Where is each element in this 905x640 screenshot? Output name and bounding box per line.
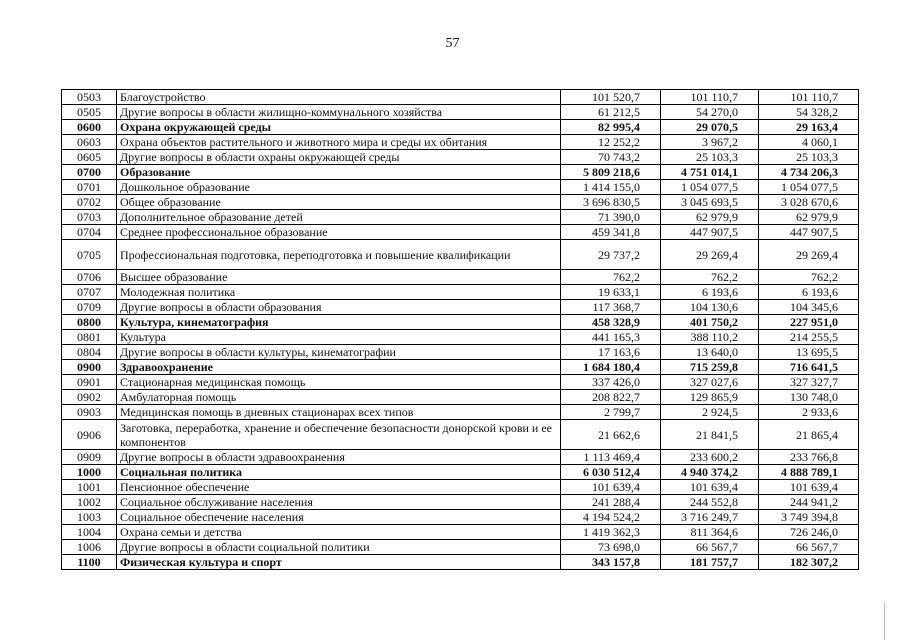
row-name: Образование: [117, 165, 561, 180]
row-name: Высшее образование: [117, 270, 561, 285]
row-name: Другие вопросы в области охраны окружающей среды: [117, 150, 561, 165]
row-value-3: 762,2: [759, 270, 859, 285]
row-value-3: 4 888 789,1: [759, 465, 859, 480]
row-value-3: 214 255,5: [759, 330, 859, 345]
row-code: 0804: [62, 345, 117, 360]
row-value-3: 101 639,4: [759, 480, 859, 495]
row-code: 0603: [62, 135, 117, 150]
table-row: [62, 405, 859, 420]
table-row: [62, 90, 859, 105]
row-value-3: 13 695,5: [759, 345, 859, 360]
row-code: 0901: [62, 375, 117, 390]
row-code: 0700: [62, 165, 117, 180]
row-value-2: 13 640,0: [661, 345, 759, 360]
row-value-2: 25 103,3: [661, 150, 759, 165]
row-value-1: 208 822,7: [561, 390, 661, 405]
row-value-2: 715 259,8: [661, 360, 759, 375]
row-value-1: 73 698,0: [561, 540, 661, 555]
row-value-3: 29 163,4: [759, 120, 859, 135]
row-value-1: 5 809 218,6: [561, 165, 661, 180]
row-value-1: 1 684 180,4: [561, 360, 661, 375]
row-value-3: 1 054 077,5: [759, 180, 859, 195]
row-value-3: 54 328,2: [759, 105, 859, 120]
row-value-2: 3 045 693,5: [661, 195, 759, 210]
row-code: 0800: [62, 315, 117, 330]
row-name: Среднее профессиональное образование: [117, 225, 561, 240]
row-value-3: 244 941,2: [759, 495, 859, 510]
table-row: [62, 480, 859, 495]
row-code: 0707: [62, 285, 117, 300]
page-number: 57: [445, 36, 460, 51]
row-value-3: 62 979,9: [759, 210, 859, 225]
table-row: [62, 345, 859, 360]
row-code: 1002: [62, 495, 117, 510]
row-value-1: 1 414 155,0: [561, 180, 661, 195]
row-name: Социальная политика: [117, 465, 561, 480]
row-value-2: 66 567,7: [661, 540, 759, 555]
table-row: [62, 360, 859, 375]
row-code: 0906: [62, 420, 117, 450]
row-code: 1001: [62, 480, 117, 495]
row-name: Культура, кинематография: [117, 315, 561, 330]
row-code: 1004: [62, 525, 117, 540]
row-value-2: 6 193,6: [661, 285, 759, 300]
row-value-2: 3 967,2: [661, 135, 759, 150]
row-value-3: 66 567,7: [759, 540, 859, 555]
row-name: Другие вопросы в области социальной политики: [117, 540, 561, 555]
row-value-3: 726 246,0: [759, 525, 859, 540]
table-row: [62, 165, 859, 180]
row-code: 0702: [62, 195, 117, 210]
row-name: Общее образование: [117, 195, 561, 210]
row-value-3: 4 060,1: [759, 135, 859, 150]
table-row: [62, 225, 859, 240]
table-row: [62, 330, 859, 345]
row-value-1: 61 212,5: [561, 105, 661, 120]
row-code: 0900: [62, 360, 117, 375]
row-code: 0701: [62, 180, 117, 195]
row-value-2: 101 110,7: [661, 90, 759, 105]
row-name: Охрана семьи и детства: [117, 525, 561, 540]
row-value-3: 3 028 670,6: [759, 195, 859, 210]
table-row: [62, 120, 859, 135]
row-name: Амбулаторная помощь: [117, 390, 561, 405]
row-name: Социальное обслуживание населения: [117, 495, 561, 510]
table-row: [62, 300, 859, 315]
row-value-3: 101 110,7: [759, 90, 859, 105]
row-code: 1100: [62, 555, 117, 570]
row-name: Благоустройство: [117, 90, 561, 105]
row-value-1: 441 165,3: [561, 330, 661, 345]
row-value-2: 388 110,2: [661, 330, 759, 345]
table-row: [62, 510, 859, 525]
row-code: 0801: [62, 330, 117, 345]
row-name: Другие вопросы в области здравоохранения: [117, 450, 561, 465]
row-value-2: 29 070,5: [661, 120, 759, 135]
row-name: Культура: [117, 330, 561, 345]
row-code: 0902: [62, 390, 117, 405]
table-row: [62, 450, 859, 465]
row-value-1: 1 419 362,3: [561, 525, 661, 540]
row-value-3: 130 748,0: [759, 390, 859, 405]
margin-line: [884, 602, 885, 640]
row-value-2: 401 750,2: [661, 315, 759, 330]
table-row: [62, 240, 859, 270]
row-name: Дошкольное образование: [117, 180, 561, 195]
budget-table-body: [62, 90, 859, 570]
row-value-2: 54 270,0: [661, 105, 759, 120]
table-row: [62, 525, 859, 540]
row-value-2: 233 600,2: [661, 450, 759, 465]
row-value-1: 29 737,2: [561, 240, 661, 270]
row-value-1: 762,2: [561, 270, 661, 285]
row-value-1: 101 639,4: [561, 480, 661, 495]
row-code: 0705: [62, 240, 117, 270]
table-row: [62, 390, 859, 405]
row-value-3: 3 749 394,8: [759, 510, 859, 525]
row-name: Стационарная медицинская помощь: [117, 375, 561, 390]
row-value-2: 4 940 374,2: [661, 465, 759, 480]
row-value-3: 104 345,6: [759, 300, 859, 315]
row-name: Другие вопросы в области жилищно-коммунального хозяйства: [117, 105, 561, 120]
row-code: 1000: [62, 465, 117, 480]
row-name: Дополнительное образование детей: [117, 210, 561, 225]
table-row: [62, 555, 859, 570]
row-value-2: 29 269,4: [661, 240, 759, 270]
row-value-1: 4 194 524,2: [561, 510, 661, 525]
row-value-3: 29 269,4: [759, 240, 859, 270]
row-value-1: 12 252,2: [561, 135, 661, 150]
row-code: 1006: [62, 540, 117, 555]
row-name: Другие вопросы в области образования: [117, 300, 561, 315]
table-row: [62, 375, 859, 390]
table-row: [62, 540, 859, 555]
table-row: [62, 270, 859, 285]
row-value-1: 82 995,4: [561, 120, 661, 135]
budget-table: [61, 89, 859, 570]
row-name: Профессиональная подготовка, переподготовка и повышение квалификации: [117, 240, 561, 270]
row-name: Охрана объектов растительного и животного мира и среды их обитания: [117, 135, 561, 150]
row-code: 0703: [62, 210, 117, 225]
row-value-2: 104 130,6: [661, 300, 759, 315]
row-value-2: 327 027,6: [661, 375, 759, 390]
row-code: 0909: [62, 450, 117, 465]
row-value-1: 458 328,9: [561, 315, 661, 330]
row-value-3: 4 734 206,3: [759, 165, 859, 180]
row-value-2: 101 639,4: [661, 480, 759, 495]
table-row: [62, 420, 859, 450]
row-value-3: 327 327,7: [759, 375, 859, 390]
row-code: 0605: [62, 150, 117, 165]
row-code: 0706: [62, 270, 117, 285]
row-value-2: 1 054 077,5: [661, 180, 759, 195]
row-value-1: 337 426,0: [561, 375, 661, 390]
row-name: Другие вопросы в области культуры, кинематографии: [117, 345, 561, 360]
row-value-1: 1 113 469,4: [561, 450, 661, 465]
row-value-3: 182 307,2: [759, 555, 859, 570]
row-value-2: 3 716 249,7: [661, 510, 759, 525]
table-row: [62, 315, 859, 330]
table-row: [62, 135, 859, 150]
row-value-1: 6 030 512,4: [561, 465, 661, 480]
row-name: Пенсионное обеспечение: [117, 480, 561, 495]
row-name: Здравоохранение: [117, 360, 561, 375]
row-value-2: 447 907,5: [661, 225, 759, 240]
row-name: Молодежная политика: [117, 285, 561, 300]
row-value-1: 71 390,0: [561, 210, 661, 225]
row-code: 0903: [62, 405, 117, 420]
row-code: 1003: [62, 510, 117, 525]
row-value-2: 181 757,7: [661, 555, 759, 570]
row-value-3: 6 193,6: [759, 285, 859, 300]
row-value-1: 17 163,6: [561, 345, 661, 360]
row-value-3: 447 907,5: [759, 225, 859, 240]
row-value-2: 21 841,5: [661, 420, 759, 450]
row-value-3: 2 933,6: [759, 405, 859, 420]
table-row: [62, 150, 859, 165]
row-code: 0503: [62, 90, 117, 105]
row-value-1: 21 662,6: [561, 420, 661, 450]
row-value-3: 227 951,0: [759, 315, 859, 330]
row-value-1: 101 520,7: [561, 90, 661, 105]
row-name: Социальное обеспечение населения: [117, 510, 561, 525]
row-value-1: 70 743,2: [561, 150, 661, 165]
row-value-2: 62 979,9: [661, 210, 759, 225]
row-value-1: 19 633,1: [561, 285, 661, 300]
table-row: [62, 495, 859, 510]
row-value-2: 2 924,5: [661, 405, 759, 420]
table-row: [62, 285, 859, 300]
table-row: [62, 195, 859, 210]
table-row: [62, 180, 859, 195]
row-name: Охрана окружающей среды: [117, 120, 561, 135]
row-code: 0709: [62, 300, 117, 315]
row-name: Медицинская помощь в дневных стационарах всех типов: [117, 405, 561, 420]
row-value-1: 241 288,4: [561, 495, 661, 510]
table-row: [62, 210, 859, 225]
row-value-2: 129 865,9: [661, 390, 759, 405]
row-value-1: 343 157,8: [561, 555, 661, 570]
row-value-3: 233 766,8: [759, 450, 859, 465]
row-value-2: 762,2: [661, 270, 759, 285]
table-row: [62, 465, 859, 480]
row-code: 0704: [62, 225, 117, 240]
row-code: 0600: [62, 120, 117, 135]
table-row: [62, 105, 859, 120]
row-value-1: 2 799,7: [561, 405, 661, 420]
row-value-2: 811 364,6: [661, 525, 759, 540]
row-value-1: 3 696 830,5: [561, 195, 661, 210]
row-value-2: 244 552,8: [661, 495, 759, 510]
row-value-3: 25 103,3: [759, 150, 859, 165]
row-name: Физическая культура и спорт: [117, 555, 561, 570]
row-value-1: 459 341,8: [561, 225, 661, 240]
row-value-1: 117 368,7: [561, 300, 661, 315]
row-name: Заготовка, переработка, хранение и обеспечение безопасности донорской крови и ее компонентов: [117, 420, 561, 450]
row-value-3: 716 641,5: [759, 360, 859, 375]
row-value-3: 21 865,4: [759, 420, 859, 450]
row-code: 0505: [62, 105, 117, 120]
row-value-2: 4 751 014,1: [661, 165, 759, 180]
